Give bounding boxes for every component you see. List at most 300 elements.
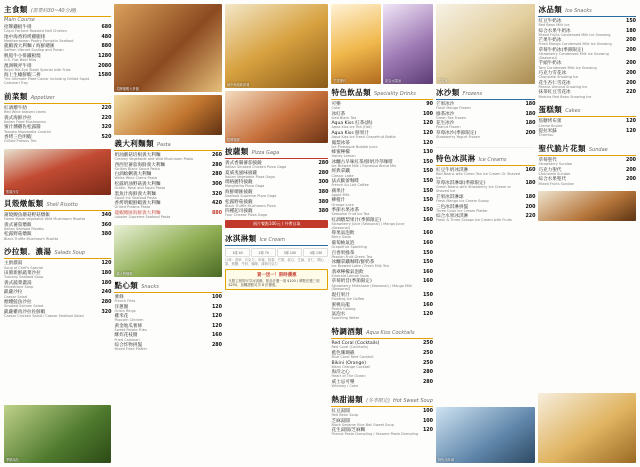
- promo-box: [225, 269, 329, 291]
- item-name-en: Seafood Supreme Pizza Gaga: [224, 194, 277, 199]
- item-name-zh: 香烤明蝦鮮蝦義大利麵: [114, 201, 161, 207]
- item-price: 280: [318, 170, 329, 176]
- item-list: [4, 213, 111, 241]
- item-price: 260: [211, 153, 222, 158]
- menu-item[interactable]: [331, 370, 433, 379]
- menu-item[interactable]: [331, 208, 433, 217]
- item-name-en: Sicilian Black Sauce Pasta: [114, 166, 160, 171]
- item-price: 180: [101, 271, 112, 277]
- menu-item[interactable]: [4, 232, 111, 241]
- menu-item[interactable]: [436, 131, 536, 140]
- menu-item[interactable]: [436, 168, 536, 181]
- item-name-zh: 義式香腸蕃茄披薩: [224, 161, 262, 166]
- menu-item[interactable]: [538, 81, 636, 90]
- item-name-en: Chocolate Sundae: [538, 171, 571, 176]
- item-name-en: The Ultimate Plate Caviar including Grilled Squid Calamari Tray: [4, 77, 90, 86]
- item-price: 120: [422, 312, 433, 318]
- item-price: 160: [211, 333, 222, 339]
- section-title-en: (需要約30~40分鐘): [30, 8, 77, 14]
- item-price: 250: [422, 341, 433, 347]
- ice-cream-flavors: 口味：香草、巧克力、草莓、抹茶、芒果、綜合、芝麻、杏仁、開心果、焦糖、牛奶、咖啡、薄荷巧克力: [224, 258, 324, 267]
- item-name-en: Orange Juice: [331, 202, 354, 207]
- item-price: 180: [525, 111, 536, 117]
- menu-column-1: [4, 4, 111, 463]
- item-list: [331, 102, 433, 321]
- section-title-en: Shell Risotto: [46, 202, 78, 209]
- photo-caption: 特色冰淇淋: [437, 458, 454, 462]
- menu-item[interactable]: [225, 190, 329, 199]
- item-name-zh: 蜜桃烏龍: [331, 302, 350, 308]
- menu-item[interactable]: [4, 135, 111, 144]
- item-name-en: Ice Pineapple Bubble Juice: [331, 144, 378, 149]
- section-title-en: Ice Cream: [259, 237, 286, 244]
- menu-item[interactable]: [331, 150, 433, 159]
- item-name-en: Peach Oolong: [331, 306, 356, 311]
- section-header: [114, 138, 221, 151]
- item-price: 200: [525, 130, 536, 136]
- item-name-zh: 招牌鐵板牛排: [4, 25, 32, 30]
- item-price: 180: [101, 280, 112, 286]
- item-name-en: Fresh Mango Ice Cream Scoop: [435, 199, 489, 203]
- menu-item[interactable]: [4, 106, 111, 115]
- item-name-zh: 凱薩雞肉沙拉佐鮮蝦: [4, 309, 46, 315]
- menu-item[interactable]: [331, 131, 433, 140]
- section-header: [538, 143, 636, 156]
- menu-item[interactable]: [331, 380, 433, 389]
- menu-item[interactable]: [538, 119, 636, 128]
- section-title-zh: 冰沙類: [435, 88, 460, 97]
- section-title-zh: 冰淇淋類: [224, 234, 257, 244]
- item-price: 200: [626, 158, 637, 164]
- item-name-zh: 澳洲戰斧牛排: [4, 63, 32, 69]
- photo-ice-cream: [436, 407, 536, 463]
- item-price: 340: [101, 213, 112, 219]
- item-price: 220: [626, 90, 637, 96]
- item-name-zh: 松露野菇披薩: [224, 199, 253, 205]
- item-name-zh: 冰釀古早味紅茶/鮮奶冷萃咖啡: [331, 159, 393, 165]
- section-frozens: [436, 87, 536, 140]
- item-price: 880: [101, 44, 112, 50]
- item-price: 160: [422, 240, 433, 246]
- menu-item[interactable]: [331, 198, 433, 207]
- section-appetizer: [4, 91, 111, 144]
- menu-item[interactable]: [225, 209, 329, 218]
- divider: [436, 147, 536, 148]
- menu-item[interactable]: [538, 168, 636, 177]
- section-subtitle-en: Main Course: [4, 17, 35, 23]
- menu-item[interactable]: [114, 314, 221, 323]
- item-name-zh: 雞米花: [114, 314, 129, 320]
- item-name-zh: 翡翠檸檬氣泡飲: [331, 269, 364, 275]
- menu-item[interactable]: [436, 181, 536, 194]
- item-price: 380: [318, 189, 329, 195]
- menu-item[interactable]: [4, 25, 111, 34]
- item-name-en: Italian Smoked Chicken Pizza Gaga: [224, 165, 287, 170]
- item-price: 680: [101, 25, 112, 30]
- menu-item[interactable]: [331, 351, 433, 360]
- menu-item[interactable]: [114, 153, 221, 162]
- menu-item[interactable]: [4, 213, 111, 222]
- section-title-zh: 前菜類: [4, 92, 28, 102]
- item-name-en: Peanut Paste Dumpling / Sesame Paste Dumpling: [331, 432, 419, 437]
- item-name-en: Red Wine braised clams: [4, 110, 46, 115]
- item-name-zh: 氣泡水: [331, 312, 346, 318]
- item-name-zh: 草莓奶昔(季節限定): [331, 279, 372, 285]
- item-name-en: Blue Coral Reef Cocktail: [331, 355, 374, 360]
- item-name-en: Tuscany Seafood Soup: [4, 275, 44, 280]
- item-name-zh: 義式海鮮沙拉: [4, 115, 32, 121]
- item-name-en: Creme Brulee: [538, 123, 563, 128]
- section-hot-sweet-soup: [331, 394, 433, 437]
- menu-item[interactable]: [331, 179, 433, 188]
- item-price: 180: [525, 121, 536, 127]
- item-name-zh: 可樂: [331, 102, 341, 107]
- photo-dessert-mango: [331, 4, 381, 84]
- photo-caption: 芒果聖代: [333, 79, 347, 83]
- menu-item[interactable]: [114, 295, 221, 304]
- item-name-en: Margherita Pizza Gaga: [224, 184, 265, 189]
- item-name-en: Peanut Almond Snowing Ice: [538, 84, 588, 89]
- menu-item[interactable]: [331, 341, 433, 350]
- photo-dessert-mixed: [383, 4, 433, 84]
- menu-item[interactable]: [225, 161, 329, 170]
- menu-item[interactable]: [538, 38, 636, 47]
- menu-item[interactable]: [4, 290, 111, 299]
- item-name-zh: 地中海香料烤雞腿排: [4, 34, 46, 40]
- scoop-option[interactable]: 4球 130: [303, 248, 328, 257]
- section-title-en: Salads Soup: [54, 250, 86, 257]
- menu-item[interactable]: [331, 303, 433, 312]
- item-name-zh: 芋頭牛奶冰: [538, 61, 562, 67]
- section-title-en: Hot Sweet Soup: [392, 397, 433, 404]
- menu-item[interactable]: [4, 261, 111, 270]
- item-price: 180: [525, 181, 536, 187]
- item-name-en: Red Bean Soup: [331, 413, 359, 418]
- item-price: 320: [211, 191, 222, 197]
- item-name-zh: 巧克力聖代: [538, 167, 562, 173]
- menu-item[interactable]: [114, 211, 221, 220]
- menu-item[interactable]: [538, 61, 636, 70]
- section-title-zh: 主食類: [4, 5, 28, 14]
- menu-item[interactable]: [4, 35, 111, 44]
- item-name-zh: 松露野菇燉飯: [4, 232, 32, 238]
- section-title-en: Snacks: [141, 283, 159, 290]
- menu-item[interactable]: [436, 214, 536, 223]
- item-name-zh: 海上生蠔鮮蝦二拼: [4, 73, 41, 79]
- section-title-en: Pasta: [156, 142, 171, 148]
- item-price: 300: [211, 181, 222, 187]
- item-name-zh: 蜂蜜檸檬: [331, 150, 350, 156]
- menu-item[interactable]: [225, 200, 329, 209]
- item-name-en: Strawberry Condensed Milk Ice Snowing (Seasonal): [538, 52, 609, 60]
- scoop-option[interactable]: 1球 40: [225, 248, 250, 257]
- menu-item[interactable]: [114, 201, 221, 210]
- item-price: 150: [422, 188, 433, 194]
- item-name-en: Grilled Prawns Trio: [4, 139, 37, 144]
- item-name-zh: 草莓聖代: [538, 158, 557, 164]
- item-name-en: Sparkling Water: [331, 316, 360, 321]
- item-name-en: Fresh & Three Scoops Ice Cream with Fruits: [435, 218, 512, 223]
- item-price: 200: [626, 80, 637, 86]
- item-name-en: Italian Seafood Risotto: [4, 226, 44, 231]
- item-name-zh: 主廚濃湯: [4, 261, 23, 267]
- menu-item[interactable]: [4, 116, 111, 125]
- photo-main-course: [114, 95, 221, 135]
- item-name-zh: 瑪格麗特披薩: [224, 180, 253, 186]
- item-price: 120: [422, 140, 433, 146]
- menu-item[interactable]: [331, 312, 433, 321]
- scoop-option[interactable]: 2球 70: [251, 248, 276, 257]
- item-name-en: Fried Calamari: [114, 337, 140, 342]
- menu-item[interactable]: [331, 218, 433, 231]
- item-name-zh: 綜合水果聖代: [538, 177, 567, 183]
- item-name-en: Mediterranean Poetry Pumpkin Seafood: [4, 38, 74, 43]
- item-name-en: Soup of Chef's Special: [4, 265, 43, 270]
- item-price: 150: [422, 260, 433, 266]
- menu-item[interactable]: [4, 281, 111, 290]
- item-name-zh: 芒果冰沙: [435, 102, 455, 107]
- menu-item[interactable]: [436, 205, 536, 214]
- item-name-en: Minestrone Soup: [4, 284, 34, 289]
- photo-caption: 雪花冰: [437, 79, 448, 83]
- menu-item[interactable]: [538, 19, 636, 28]
- menu-item[interactable]: [331, 231, 433, 240]
- menu-item[interactable]: [538, 129, 636, 138]
- menu-item[interactable]: [331, 251, 433, 260]
- item-name-zh: 龍蝦義大利麵 / 海鮮總匯: [4, 44, 55, 50]
- item-name-zh: 松露奶油野菇義大利麵: [114, 181, 161, 187]
- item-name-en: Coke: [331, 106, 341, 111]
- menu-item[interactable]: [436, 121, 536, 130]
- item-name-zh: 薯條: [114, 294, 124, 300]
- section-title-en: Aqua Kiss Cocktails: [366, 330, 415, 337]
- item-name-en: French Au Lait Coffee: [331, 183, 369, 188]
- item-name-zh: 紅豆牛奶冰淇淋: [435, 167, 469, 173]
- item-name-en: Italian Fried Mushrooms: [4, 119, 46, 124]
- section-shell-risotto: [4, 198, 111, 241]
- menu-item[interactable]: [331, 160, 433, 169]
- photo-appetizer: [4, 149, 111, 195]
- item-name-zh: 草莓冰淇淋球(季節限定): [435, 181, 486, 187]
- item-name-zh: 凱薩沙拉: [4, 290, 23, 296]
- section-title-en: Sundae: [588, 147, 608, 154]
- menu-item[interactable]: [331, 361, 433, 370]
- menu-item[interactable]: [538, 71, 636, 80]
- section-ice-snacks: [538, 4, 636, 99]
- menu-item[interactable]: [331, 241, 433, 250]
- item-name-zh: 冰紅茶: [331, 111, 346, 117]
- item-price: 100: [422, 418, 433, 424]
- menu-item[interactable]: [436, 195, 536, 204]
- menu-item[interactable]: [436, 112, 536, 121]
- item-price: 280: [422, 379, 433, 385]
- photo-caption: 地中海風味套餐: [226, 83, 250, 87]
- section-header: [4, 4, 111, 17]
- item-name-en: Seasonal Fruit Ice Tea: [331, 212, 370, 217]
- photo-top-mid: [225, 4, 329, 88]
- menu-item[interactable]: [114, 163, 221, 172]
- photo-caption: 義大利麵類: [116, 271, 133, 276]
- menu-item[interactable]: [331, 279, 433, 292]
- item-name-en: Tomato Mozzarella Crostini: [4, 129, 51, 134]
- item-name-zh: 威士忌可樂: [331, 379, 355, 385]
- item-name-zh: 綠茶冰沙: [435, 111, 455, 117]
- item-price: 160: [422, 217, 433, 223]
- item-name-en: Grapefruit Sparkling: [331, 245, 367, 250]
- item-name-en: Apple Milk: [331, 192, 350, 197]
- item-price: 90: [426, 102, 433, 107]
- item-price: 200: [626, 71, 637, 77]
- section-ice-creams-right: [436, 153, 536, 223]
- menu-item[interactable]: [538, 177, 636, 186]
- item-name-zh: 藍色珊瑚礁: [331, 350, 355, 356]
- item-name-en: Three Color Ice Cream Platter: [435, 208, 488, 213]
- item-name-zh: 葡萄柚氣泡: [331, 240, 355, 246]
- menu-item[interactable]: [4, 223, 111, 232]
- item-list: [225, 161, 329, 218]
- item-name-en: Mixed Fruits Condensed Milk Ice Snowing: [538, 32, 611, 37]
- section-header: [331, 394, 433, 407]
- menu-item[interactable]: [331, 428, 433, 437]
- item-list: [436, 102, 536, 140]
- item-price: 200: [626, 167, 637, 173]
- item-name-zh: 龍蝦總匯海鮮義大利麵: [114, 210, 161, 216]
- item-name-en: Green Beans with Strawberry Ice Cream or Shaved Ice: [435, 185, 511, 194]
- menu-item[interactable]: [4, 54, 111, 63]
- section-header: [4, 198, 111, 211]
- photo-sundae: [436, 4, 536, 84]
- item-name-en: Red Beans with Green Tea Ice Cream Or Shaved Ice: [435, 171, 520, 180]
- item-price: 130: [422, 150, 433, 156]
- menu-item[interactable]: [114, 192, 221, 201]
- menu-item[interactable]: [331, 419, 433, 428]
- item-name-zh: 提拉米蘇: [538, 129, 557, 135]
- item-price: 100: [211, 294, 222, 300]
- item-price: 280: [211, 343, 222, 349]
- item-price: 120: [211, 314, 222, 320]
- section-header: [114, 280, 221, 293]
- item-price: 160: [422, 231, 433, 237]
- menu-item[interactable]: [114, 172, 221, 181]
- item-name-zh: 草莓冰沙(季節限定): [435, 130, 477, 136]
- menu-item[interactable]: [331, 270, 433, 279]
- menu-item[interactable]: [331, 293, 433, 302]
- menu-item[interactable]: [331, 189, 433, 198]
- item-name-en: Taro Condensed Milk Ice Snowing: [538, 65, 597, 70]
- item-list: [538, 119, 636, 138]
- menu-item[interactable]: [4, 300, 111, 309]
- item-price: 200: [626, 177, 637, 183]
- item-price: 160: [422, 302, 433, 308]
- item-name-en: Aqua Kiss Ice Fresh Grapefruit Bottle: [331, 135, 396, 140]
- item-name-en: French Fries: [114, 299, 136, 304]
- item-name-zh: Bikini (Orange): [331, 360, 367, 366]
- item-name-en: Honey Lemon: [331, 154, 356, 159]
- item-name-en: Floating Ice Coffee: [331, 297, 365, 302]
- photo-lobster: [114, 4, 221, 92]
- menu-item[interactable]: [4, 271, 111, 280]
- menu-item[interactable]: [4, 44, 111, 53]
- item-price: 160: [422, 269, 433, 275]
- menu-item[interactable]: [436, 102, 536, 111]
- item-price: 160: [525, 167, 536, 173]
- item-name-zh: 綜合水果冰淇淋: [435, 214, 469, 220]
- item-price: 360: [101, 222, 112, 228]
- item-name-zh: 黃金地瓜薯條: [114, 323, 143, 329]
- item-name-zh: 冰釀拿鐵咖啡/鮮奶茶: [331, 260, 375, 266]
- menu-item[interactable]: [4, 64, 111, 73]
- menu-item[interactable]: [538, 48, 636, 61]
- item-name-zh: 芒果冰淇淋球: [435, 194, 464, 200]
- menu-item[interactable]: [114, 305, 221, 314]
- item-name-zh: 奶油蘑菇培根義大利麵: [114, 153, 161, 158]
- item-name-en: Emerald Lemon Soda: [331, 273, 369, 278]
- item-name-en: Fresh Mango Frozen: [435, 106, 471, 111]
- item-name-en: Creamy Vegetable and Wild Mushroom Pasta: [114, 157, 194, 162]
- menu-item[interactable]: [538, 29, 636, 38]
- item-price: 280: [101, 300, 112, 306]
- section-cocktails: [331, 326, 433, 389]
- menu-item[interactable]: [331, 112, 433, 121]
- item-price: 180: [525, 102, 536, 107]
- menu-item[interactable]: [331, 260, 433, 269]
- menu-item[interactable]: [114, 182, 221, 191]
- item-name-zh: 季節水果冰茶: [331, 208, 360, 214]
- menu-item[interactable]: [331, 141, 433, 150]
- menu-item[interactable]: [331, 102, 433, 111]
- menu-item[interactable]: [225, 171, 329, 180]
- menu-item[interactable]: [114, 324, 221, 333]
- item-name-zh: 義式蔬菜濃湯: [4, 280, 32, 286]
- dessert-photo-row: [331, 4, 433, 84]
- menu-item[interactable]: [4, 73, 111, 86]
- menu-item[interactable]: [4, 310, 111, 319]
- photo-caption: 凱薩沙拉: [6, 190, 19, 195]
- item-name-en: Aqua Kiss Ice Tea (Hot): [331, 125, 372, 130]
- item-name-en: Grilled Prawns Pasta: [114, 205, 151, 210]
- section-title-en: Frozens: [462, 91, 483, 97]
- menu-item[interactable]: [225, 180, 329, 189]
- item-name-en: Mixed Fried Platter: [114, 347, 148, 352]
- menu-item[interactable]: [331, 409, 433, 418]
- item-name-en: Smoked Salmon Salad: [4, 304, 44, 309]
- item-name-zh: 芝麻湯圓: [331, 418, 350, 424]
- section-salads-soup: [4, 246, 111, 318]
- menu-column-2: [114, 4, 221, 463]
- menu-item[interactable]: [538, 90, 636, 99]
- item-name-en: Caesar Chicken Salad / Caesar Seafood Salad: [4, 313, 84, 318]
- menu-item[interactable]: [331, 121, 433, 130]
- menu-item[interactable]: [114, 333, 221, 342]
- item-name-en: Matcha Red Bean Snowing Ice: [538, 94, 592, 99]
- menu-item[interactable]: [4, 125, 111, 134]
- section-header: [538, 4, 636, 17]
- menu-item[interactable]: [114, 343, 221, 352]
- item-price: 150: [422, 198, 433, 204]
- scoop-option[interactable]: 3球 100: [277, 248, 302, 257]
- item-name-zh: 海鮮總匯披薩: [224, 189, 253, 195]
- photo-caption: 招牌龍蝦大拼盤: [116, 87, 139, 91]
- menu-item[interactable]: [331, 169, 433, 178]
- item-name-zh: 花生杏仁雪花冰: [538, 80, 571, 86]
- item-name-en: Popcorn Chicken: [114, 318, 144, 323]
- item-name-en: U.S. Flat Beef Ribs: [4, 58, 37, 63]
- item-price: 280: [318, 161, 329, 166]
- ice-cream-scoop-table: [225, 248, 329, 257]
- item-price: 200: [626, 38, 637, 44]
- menu-item[interactable]: [538, 158, 636, 167]
- item-list: [114, 153, 221, 220]
